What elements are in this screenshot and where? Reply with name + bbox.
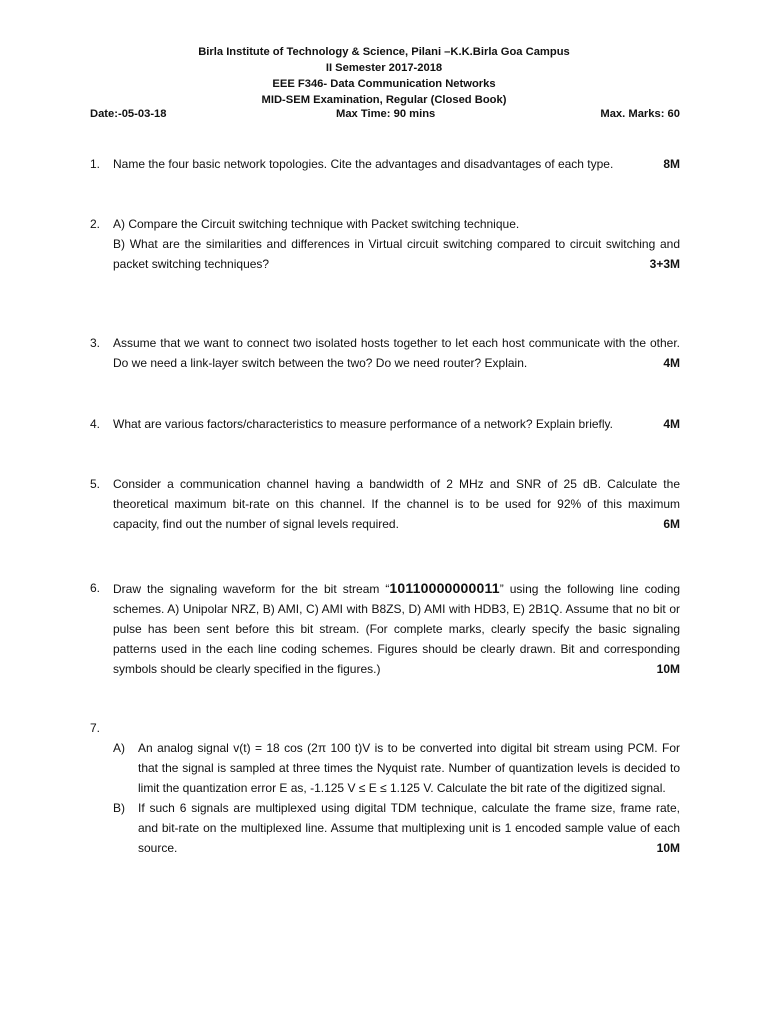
semester: II Semester 2017-2018: [325, 62, 443, 74]
question-number: 6.: [90, 581, 101, 595]
question-text-continued: ” using the following line coding schemes. A) Unipolar NRZ, B) AMI, C) AMI with B8ZS, D) AMI with HDB3, E) 2B1Q. Assume that no bit or pulse has been sent before this bit stream. (For complete marks, clearly specify the basic signaling patterns used in the each line coding schemes. Figures should be clearly drawn. Bit and corresponding symbols should be clearly specified in the figures.): [113, 582, 680, 676]
question-part-b: B) What are the similarities and differences in Virtual circuit switching compared to circuit switching and packet switching techniques?: [113, 237, 680, 271]
question-marks: 6M: [663, 517, 680, 531]
max-marks: Max. Marks: 60: [600, 108, 680, 120]
question-text: Consider a communication channel having a bandwidth of 2 MHz and SNR of 25 dB. Calculate the theoretical maximum bit-rate on this channel. If the channel is to be used for 92% of this maximum capacity, find out the number of signal levels required.: [113, 477, 680, 531]
bit-stream: 10110000000011: [389, 580, 500, 596]
question-7-part-b: [113, 798, 680, 858]
question-text: Name the four basic network topologies. Cite the advantages and disadvantages of each type.: [113, 157, 614, 171]
question-marks: 4M: [663, 356, 680, 370]
question-7: [90, 718, 680, 888]
question-text: What are various factors/characteristics to measure performance of a network? Explain briefly.: [113, 417, 613, 431]
question-number: 5.: [90, 477, 101, 491]
question-3: [90, 333, 680, 375]
question-number: 7.: [90, 721, 101, 735]
question-number: 4.: [90, 417, 101, 431]
institute-name: Birla Institute of Technology & Science, Pilani –K.K.Birla Goa Campus: [198, 46, 570, 58]
question-number: 2.: [90, 217, 101, 231]
part-text: An analog signal v(t) = 18 cos (2π 100 t)V is to be converted into digital bit stream using PCM. For that the signal is sampled at three times the Nyquist rate. Number of quantization levels is decided to limit the quantization error E as, -1.125 V ≤ E ≤ 1.125 V. Calculate the bit rate of the digitized signal.: [138, 741, 680, 795]
question-text: Draw the signaling waveform for the bit stream “: [113, 582, 390, 596]
question-marks: 10M: [656, 841, 680, 855]
question-marks: 10M: [656, 662, 680, 676]
question-1: [90, 154, 680, 176]
max-time: Max Time: 90 mins: [336, 108, 436, 120]
question-marks: 3+3M: [649, 257, 680, 271]
question-part-a: A) Compare the Circuit switching technique with Packet switching technique.: [113, 217, 520, 231]
question-5: [90, 474, 680, 536]
question-number: 1.: [90, 157, 101, 171]
question-number: 3.: [90, 336, 101, 350]
question-marks: 8M: [663, 157, 680, 171]
question-text: Assume that we want to connect two isolated hosts together to let each host communicate with the other. Do we need a link-layer switch between the two? Do we need router? Explain.: [113, 336, 680, 370]
question-6: [90, 578, 680, 682]
question-4: [90, 414, 680, 436]
question-2: [90, 214, 680, 296]
exam-date: Date:-05-03-18: [90, 108, 167, 120]
part-text: If such 6 signals are multiplexed using digital TDM technique, calculate the frame size, frame rate, and bit-rate on the multiplexed line. Assume that multiplexing unit is 1 encoded sample value of each source.: [138, 801, 680, 855]
exam-type: MID-SEM Examination, Regular (Closed Book): [261, 94, 507, 106]
exam-meta: [90, 108, 680, 124]
part-label: A): [113, 741, 125, 755]
part-label: B): [113, 801, 125, 815]
exam-header: [0, 44, 768, 108]
course-title: EEE F346- Data Communication Networks: [272, 78, 496, 90]
question-7-part-a: [113, 738, 680, 798]
question-marks: 4M: [663, 417, 680, 431]
